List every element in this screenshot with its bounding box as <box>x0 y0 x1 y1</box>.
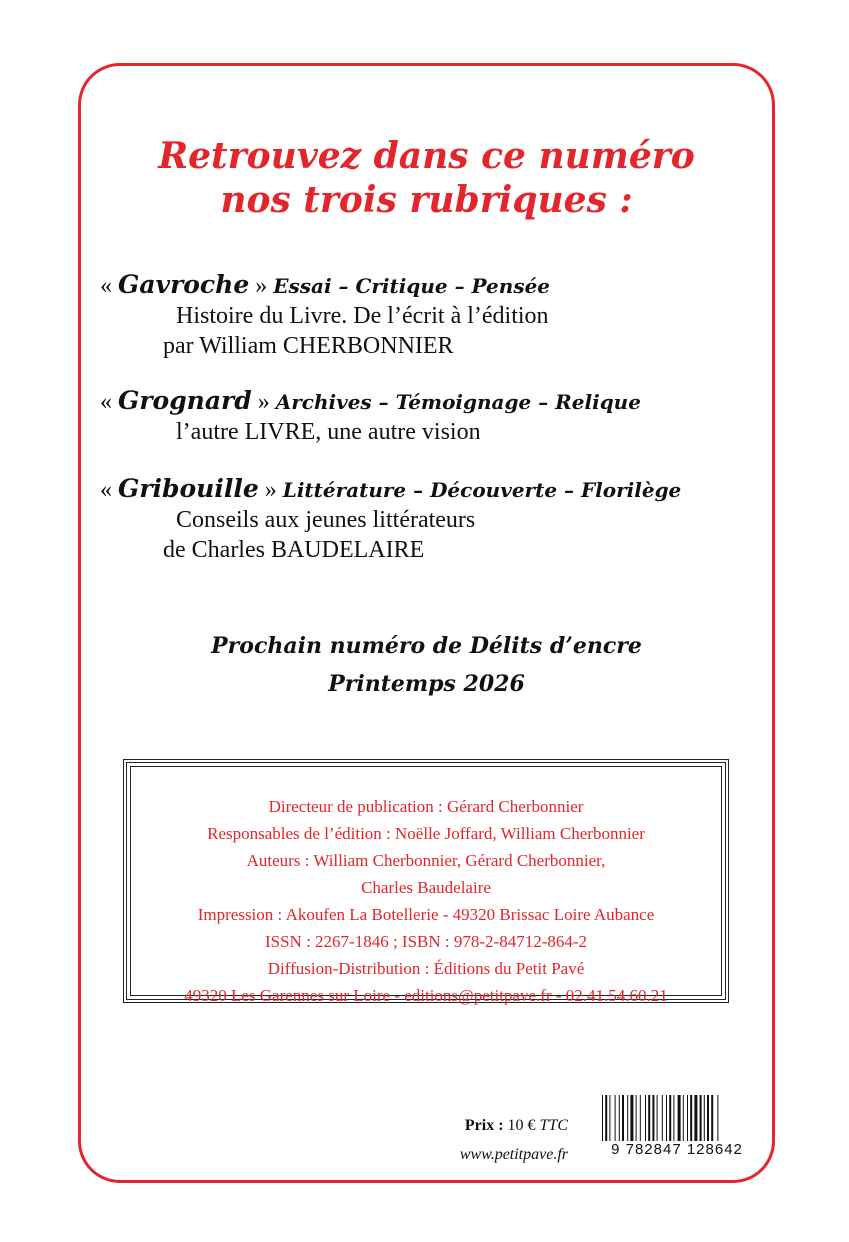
rubrique-name: Gavroche <box>118 270 250 299</box>
rubrique-subtitle: Littérature – Découverte – Florilège <box>282 478 682 502</box>
price-tax: TTC <box>539 1117 568 1134</box>
credits-distribution: Diffusion-Distribution : Éditions du Petit Pavé <box>267 959 585 978</box>
rubrique-line: Conseils aux jeunes littérateurs <box>176 507 476 533</box>
credits-inner <box>130 766 722 1005</box>
price-label: Prix : <box>464 1117 504 1134</box>
rubrique-line: Histoire du Livre. De l’écrit à l’édition <box>176 303 549 329</box>
website: www.petitpave.fr <box>459 1146 568 1163</box>
credits-editors: Responsables de l’édition : Noëlle Joffard, William Cherbonnier <box>207 824 645 843</box>
rounded-frame <box>78 63 775 1183</box>
credits-director: Directeur de publication : Gérard Cherbonnier <box>268 797 584 816</box>
close-quote: » <box>249 273 274 299</box>
open-quote: « <box>100 477 118 503</box>
rubrique-line: de Charles BAUDELAIRE <box>163 537 425 563</box>
barcode-digits: 9 782847 128642 <box>596 1141 758 1158</box>
rubrique-line: l’autre LIVRE, une autre vision <box>176 419 481 445</box>
rubrique-title <box>100 386 641 417</box>
credits-issn-isbn: ISSN : 2267-1846 ; ISBN : 978-2-84712-864-2 <box>264 932 588 951</box>
rubrique-subtitle: Essai – Critique – Pensée <box>273 274 551 298</box>
next-issue-title: Prochain numéro de Délits d’encre <box>211 633 642 659</box>
close-quote: » <box>258 477 283 503</box>
price <box>380 1117 568 1135</box>
credits-authors: Auteurs : William Cherbonnier, Gérard Cherbonnier, <box>246 851 606 870</box>
rubrique-title <box>100 270 550 301</box>
next-issue-season: Printemps 2026 <box>328 671 525 697</box>
rubrique-line: par William CHERBONNIER <box>163 333 454 359</box>
rubrique-grognard <box>100 386 641 447</box>
heading-line-1: Retrouvez dans ce numéro <box>158 135 695 177</box>
open-quote: « <box>100 273 118 299</box>
close-quote: » <box>251 389 276 415</box>
rubrique-name: Grognard <box>118 386 252 415</box>
rubrique-name: Gribouille <box>118 474 259 503</box>
rubrique-title <box>100 474 681 505</box>
credits-authors-cont: Charles Baudelaire <box>361 878 491 897</box>
credits-box <box>123 759 729 1003</box>
rubrique-gribouille <box>100 474 681 565</box>
open-quote: « <box>100 389 118 415</box>
heading-line-2: nos trois rubriques : <box>220 179 633 221</box>
credits-contact: 49320 Les Garennes sur Loire - editions@petitpave.fr - 02.41.54.60.21 <box>184 986 668 1005</box>
rubrique-gavroche <box>100 270 550 361</box>
rubrique-subtitle: Archives – Témoignage – Relique <box>275 390 641 414</box>
credits-printing: Impression : Akoufen La Botellerie - 49320 Brissac Loire Aubance <box>197 905 655 924</box>
price-amount: 10 € <box>503 1117 540 1134</box>
